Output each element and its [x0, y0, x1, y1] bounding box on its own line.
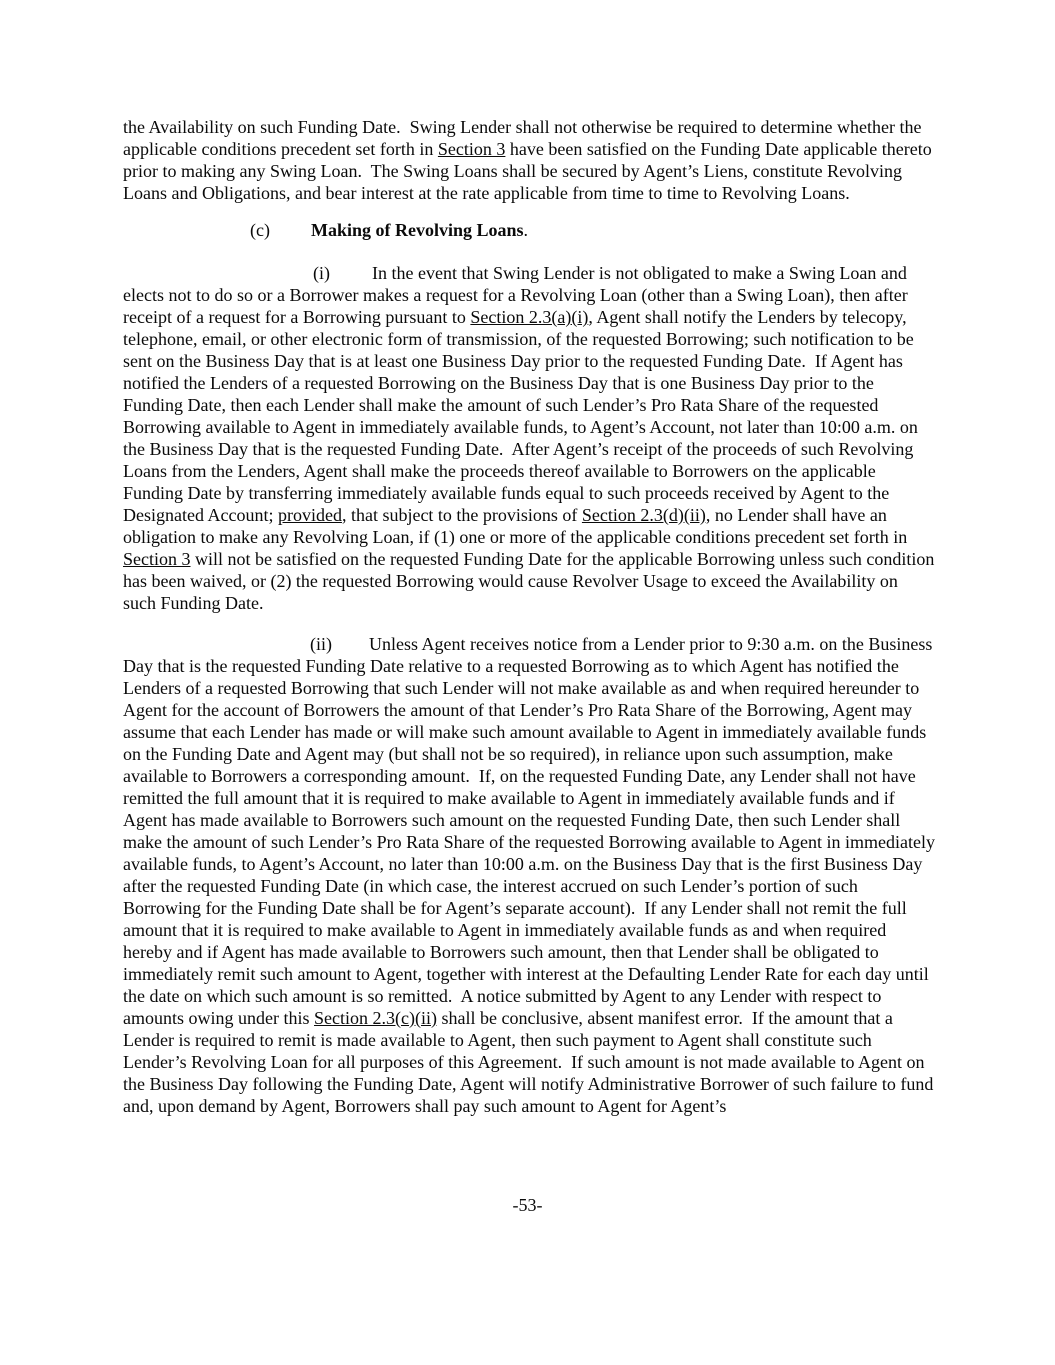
- heading-text-run: Making of Revolving Loans: [310, 220, 524, 240]
- paragraph-continuation: [123, 116, 935, 204]
- text-run: (ii): [310, 634, 332, 654]
- text-run: .: [523, 220, 529, 240]
- text-run: , no Lender shall have an obligation to make any Revolving Loan, if (1) one or more of the applicable conditions precedent set forth in: [123, 505, 912, 547]
- heading-subsection-c: [123, 219, 935, 241]
- tab-spacer: [270, 235, 311, 236]
- underlined-section-reference: Section 3: [437, 139, 506, 159]
- text-run: , Agent shall notify the Lenders by telecopy, telephone, email, or other electronic form of transmission, of the requested Borrowing; such notification to be sent on the Business Day that is at least one Business Day prior to the requested Funding Date. If Agent has notified the Lenders of a requested Borrowing on the Business Day that is one Business Day prior to the Funding Date, then each Lender shall make the amount of such Lender’s Pro Rata Share of the requested Borrowing available to Agent in immediately available funds, to Agent’s Account, not later than 10:00 a.m. on the Business Day that is the requested Funding Date. After Agent’s receipt of the proceeds of such Revolving Loans from the Lenders, Agent shall make the proceeds thereof available to Borrowers on the applicable Funding Date by transferring immediately available funds equal to such proceeds received by Agent to the Designated Account;: [123, 307, 923, 525]
- underlined-section-reference: Section 3: [123, 549, 191, 569]
- underlined-section-reference: provided: [277, 505, 342, 525]
- page-number: -53-: [512, 1195, 543, 1215]
- page-footer: [0, 1194, 1055, 1216]
- text-run: the Availability on such Funding Date. Swing Lender shall not otherwise be required to determine whether the applicable conditions precedent set forth in: [123, 117, 926, 159]
- underlined-section-reference: Section 2.3(c)(ii): [314, 1008, 437, 1028]
- text-run: , that subject to the provisions of: [341, 505, 582, 525]
- text-run: (c): [250, 220, 270, 240]
- text-run: will not be satisfied on the requested Funding Date for the applicable Borrowing unless such condition has been waived, or (2) the requested Borrowing would cause Revolver Usage to exceed the Availability on such Funding Date.: [123, 549, 939, 613]
- document-body: [123, 116, 940, 1117]
- text-run: (i): [313, 263, 330, 283]
- text-run: Unless Agent receives notice from a Lender prior to 9:30 a.m. on the Business Day that is the requested Funding Date relative to a requested Borrowing as to which Agent has notified the Lenders of a requested Borrowing that such Lender will not make available as and when required hereunder to Agent for the account of Borrowers the amount of that Lender’s Pro Rata Share of the Borrowing, Agent may assume that each Lender has made or will make such amount available to Agent in immediately available funds on the Funding Date and Agent may (but shall not be so required), in reliance upon such assumption, make available to Borrowers a corresponding amount. If, on the requested Funding Date, any Lender shall not have remitted the full amount that it is required to make available to Agent in immediately available funds and if Agent has made available to Borrowers such amount on the requested Funding Date, then such Lender shall make the amount of such Lender’s Pro Rata Share of the requested Borrowing available to Agent in immediately available funds, to Agent’s Account, no later than 10:00 a.m. on the Business Day that is the first Business Day after the requested Funding Date (in which case, the interest accrued on such Lender’s portion of such Borrowing for the Funding Date shall be for Agent’s separate account). If any Lender shall not remit the full amount that it is required to make available to Agent in immediately available funds as and when required hereby and if Agent has made available to Borrowers such amount, then that Lender shall be obligated to immediately remit such amount to Agent, together with interest at the Defaulting Lender Rate for each day until the date on which such amount is so remitted. A notice submitted by Agent to any Lender with respect to amounts owing under this: [123, 634, 940, 1028]
- paragraph-clause-i: [123, 262, 939, 614]
- text-run: In the event that Swing Lender is not obligated to make a Swing Loan and elects not to do so or a Borrower makes a request for a Revolving Loan (other than a Swing Loan), then after receipt of a request for a Borrowing pursuant to: [123, 263, 913, 327]
- underlined-section-reference: Section 2.3(a)(i): [470, 307, 589, 327]
- tab-spacer: [123, 649, 310, 650]
- underlined-section-reference: Section 2.3(d)(ii): [581, 505, 706, 525]
- tab-spacer: [332, 649, 369, 650]
- paragraph-clause-ii: [123, 633, 940, 1117]
- text-run: have been satisfied on the Funding Date applicable thereto prior to making any Swing Loan. The Swing Loans shall be secured by Agent’s Liens, constitute Revolving Loans and Obligations, and bear interest at the rate applicable from time to time to Revolving Loans.: [123, 139, 937, 203]
- tab-spacer: [123, 235, 250, 236]
- text-run: shall be conclusive, absent manifest error. If the amount that a Lender is required to remit is made available to Agent, then such payment to Agent shall constitute such Lender’s Revolving Loan for all purposes of this Agreement. If such amount is not made available to Agent on the Business Day following the Funding Date, Agent will notify Administrative Borrower of such failure to fund and, upon demand by Agent, Borrowers shall pay such amount to Agent for Agent’s: [123, 1008, 938, 1116]
- tab-spacer: [330, 278, 372, 279]
- tab-spacer: [123, 278, 313, 279]
